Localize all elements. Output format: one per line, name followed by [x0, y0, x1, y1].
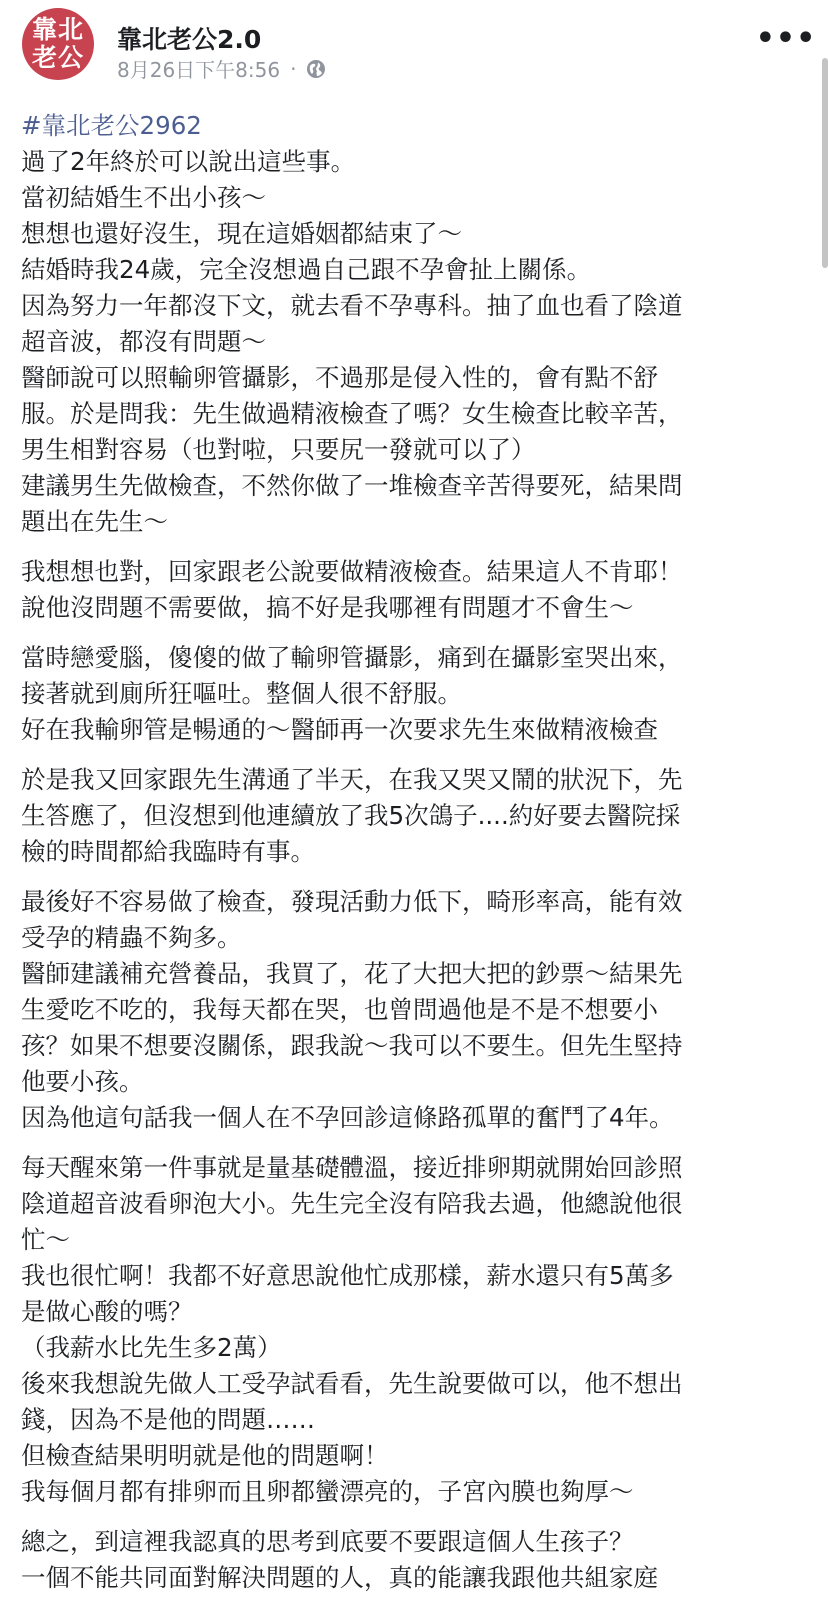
post-text-line: 但檢查結果明明就是他的問題啊！ — [21, 1441, 389, 1470]
post-text-line: 題出在先生～ — [21, 507, 168, 536]
post-text-line: 是做心酸的嗎？ — [21, 1297, 193, 1326]
post-text-line: 最後好不容易做了檢查，發現活動力低下，畸形率高，能有效 — [21, 887, 683, 916]
post-text-line: 後來我想說先做人工受孕試看看，先生說要做可以，他不想出 — [21, 1369, 683, 1398]
post-text-line: 結婚時我24歲，完全沒想過自己跟不孕會扯上關係。 — [21, 255, 592, 284]
post-header — [22, 8, 817, 82]
post-timestamp[interactable]: 8月26日下午8:56 — [117, 58, 281, 82]
post-text-line: 超音波，都沒有問題～ — [21, 327, 266, 356]
post-text-line: 過了2年終於可以說出這些事。 — [21, 147, 356, 176]
post-text-line: 一個不能共同面對解決問題的人，真的能讓我跟他共組家庭 — [21, 1563, 658, 1592]
post-paragraph — [21, 762, 801, 870]
post-text-line: 醫師建議補充營養品，我買了，花了大把大把的鈔票～結果先 — [21, 959, 683, 988]
post-text-line: 他要小孩。 — [21, 1067, 144, 1096]
post-text-line: 因為他這句話我一個人在不孕回診這條路孤單的奮鬥了4年。 — [21, 1103, 674, 1132]
post-paragraph — [21, 640, 801, 748]
post-text-line: 我每個月都有排卵而且卵都蠻漂亮的，子宮內膜也夠厚～ — [21, 1477, 634, 1506]
page-name[interactable]: 靠北老公2.0 — [117, 25, 262, 54]
post-text-line: 想想也還好沒生，現在這婚姻都結束了～ — [21, 219, 462, 248]
more-options-button[interactable]: ••• — [755, 20, 817, 56]
post-text-line: 生愛吃不吃的，我每天都在哭，也曾問過他是不是不想要小 — [21, 995, 658, 1024]
post-text-line: 說他沒問題不需要做，搞不好是我哪裡有問題才不會生～ — [21, 593, 634, 622]
post-paragraph — [21, 144, 801, 540]
post-text-line: 我也很忙啊！我都不好意思說他忙成那樣，薪水還只有5萬多 — [21, 1261, 674, 1290]
post-text-line: 服。於是問我：先生做過精液檢查了嗎？女生檢查比較辛苦， — [21, 399, 683, 428]
post-text-line: 當初結婚生不出小孩～ — [21, 183, 266, 212]
post-paragraph — [21, 884, 801, 1136]
post-paragraph — [21, 1150, 801, 1510]
post-content — [21, 108, 801, 1610]
post-text-line: 陰道超音波看卵泡大小。先生完全沒有陪我去過，他總說他很 — [21, 1189, 683, 1218]
post-text-line: 我想想也對，回家跟老公說要做精液檢查。結果這人不肯耶！ — [21, 557, 683, 586]
post-paragraph — [21, 554, 801, 626]
post-text-line: 總之，到這裡我認真的思考到底要不要跟這個人生孩子？ — [21, 1527, 634, 1556]
post-text-line: 於是我又回家跟先生溝通了半天，在我又哭又鬧的狀況下，先 — [21, 765, 683, 794]
post-text-line: 醫師說可以照輸卵管攝影，不過那是侵入性的，會有點不舒 — [21, 363, 658, 392]
post-text-line: 當時戀愛腦，傻傻的做了輸卵管攝影，痛到在攝影室哭出來， — [21, 643, 683, 672]
post-body — [21, 144, 801, 1596]
avatar[interactable] — [22, 8, 94, 80]
post-text-line: 忙～ — [21, 1225, 70, 1254]
post-text-line: 孩？如果不想要沒關係，跟我說～我可以不要生。但先生堅持 — [21, 1031, 683, 1060]
meta-separator: · — [290, 56, 297, 81]
post-text-line: 好在我輸卵管是暢通的～醫師再一次要求先生來做精液檢查 — [21, 715, 658, 744]
avatar-text-bottom: 老公 — [31, 43, 84, 72]
post-text-line: 錢，因為不是他的問題…… — [21, 1405, 315, 1434]
globe-icon — [306, 59, 326, 79]
post-text-line: 檢的時間都給我臨時有事。 — [21, 837, 315, 866]
post-text-line: 男生相對容易（也對啦，只要尻一發就可以了） — [21, 435, 536, 464]
scrollbar[interactable] — [822, 58, 828, 268]
post-text-line: 每天醒來第一件事就是量基礎體溫，接近排卵期就開始回診照 — [21, 1153, 683, 1182]
post-text-line: 因為努力一年都沒下文，就去看不孕專科。抽了血也看了陰道 — [21, 291, 683, 320]
post-text-line: 生答應了，但沒想到他連續放了我5次鴿子....約好要去醫院採 — [21, 801, 681, 830]
post-meta — [117, 54, 326, 83]
post-text-line: 受孕的精蟲不夠多。 — [21, 923, 242, 952]
post-text-line: （我薪水比先生多2萬） — [21, 1333, 282, 1362]
avatar-text-top: 靠北 — [31, 15, 84, 44]
post-text-line: 接著就到廁所狂嘔吐。整個人很不舒服。 — [21, 679, 462, 708]
post-text-line: 建議男生先做檢查，不然你做了一堆檢查辛苦得要死，結果問 — [21, 471, 683, 500]
post-paragraph — [21, 1524, 801, 1596]
hashtag-link[interactable]: #靠北老公2962 — [21, 111, 202, 140]
